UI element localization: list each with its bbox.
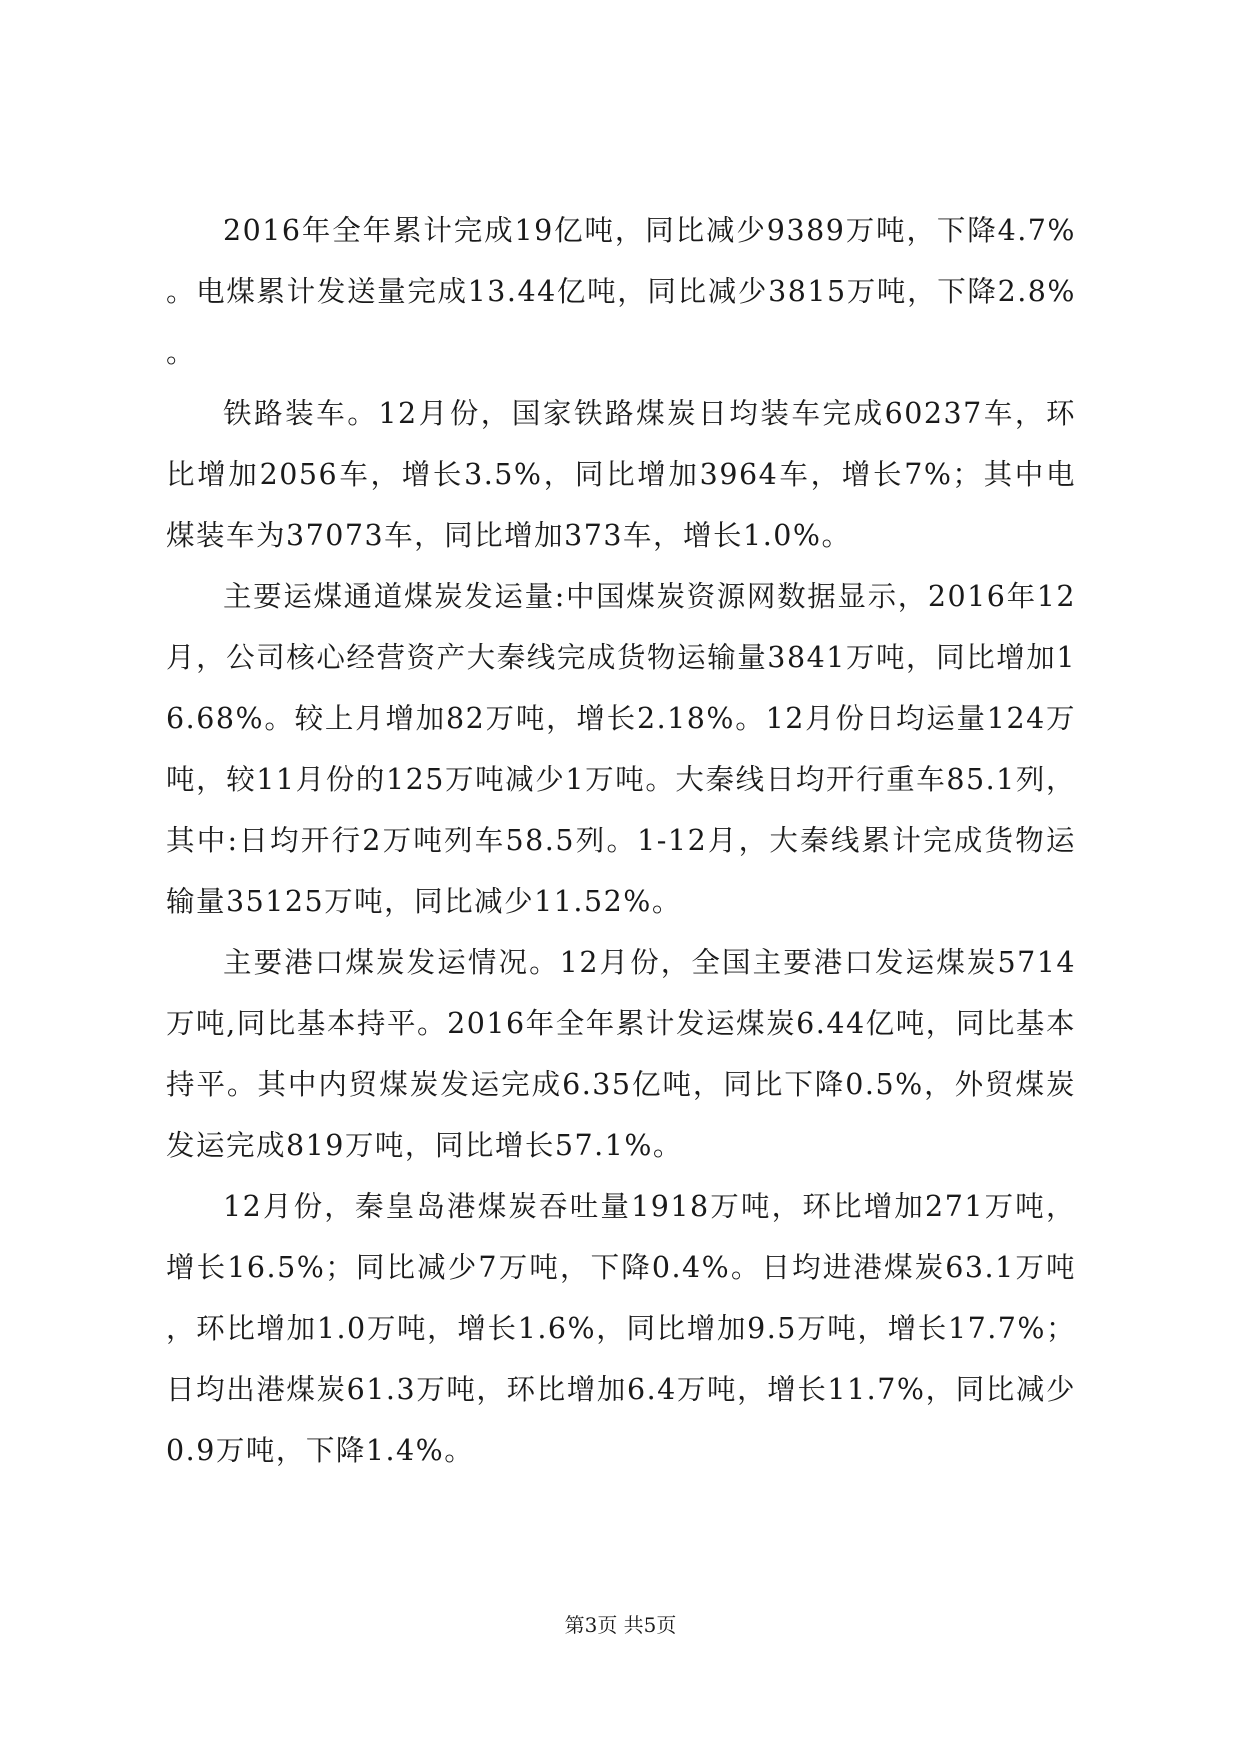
paragraph-qinhuangdao-port: 12月份，秦皇岛港煤炭吞吐量1918万吨，环比增加271万吨，增长16.5%；同比减少7万吨，下降0.4%。日均进港煤炭63.1万吨，环比增加1.0万吨，增长1.6%，同比增加9.5万吨，增长17.7%；日均出港煤炭61.3万吨，环比增加6.4万吨，增长11.7%，同比减少0.9万吨，下降1.4%。 <box>166 1190 1076 1467</box>
paragraph-port-coal-shipment: 主要港口煤炭发运情况。12月份，全国主要港口发运煤炭5714万吨,同比基本持平。2016年全年累计发运煤炭6.44亿吨，同比基本持平。其中内贸煤炭发运完成6.35亿吨，同比下降0.5%，外贸煤炭发运完成819万吨，同比增长57.1%。 <box>166 946 1076 1162</box>
paragraph-railway-loading: 铁路装车。12月份，国家铁路煤炭日均装车完成60237车，环比增加2056车，增长3.5%，同比增加3964车，增长7%；其中电煤装车为37073车，同比增加373车，增长1.0%。 <box>166 397 1076 552</box>
paragraph-coal-transport-channel: 主要运煤通道煤炭发运量:中国煤炭资源网数据显示，2016年12月，公司核心经营资产大秦线完成货物运输量3841万吨，同比增加16.68%。较上月增加82万吨，增长2.18%。12月份日均运量124万吨，较11月份的125万吨减少1万吨。大秦线日均开行重车85.1列，其中:日均开行2万吨列车58.5列。1-12月，大秦线累计完成货物运输量35125万吨，同比减少11.52%。 <box>166 580 1076 918</box>
document-body <box>166 200 1076 1481</box>
page-number-footer: 第3页 共5页 <box>564 1613 677 1637</box>
paragraph-annual-coal-shipment: 2016年全年累计完成19亿吨，同比减少9389万吨，下降4.7%。电煤累计发送量完成13.44亿吨，同比减少3815万吨，下降2.8%。 <box>166 214 1076 369</box>
